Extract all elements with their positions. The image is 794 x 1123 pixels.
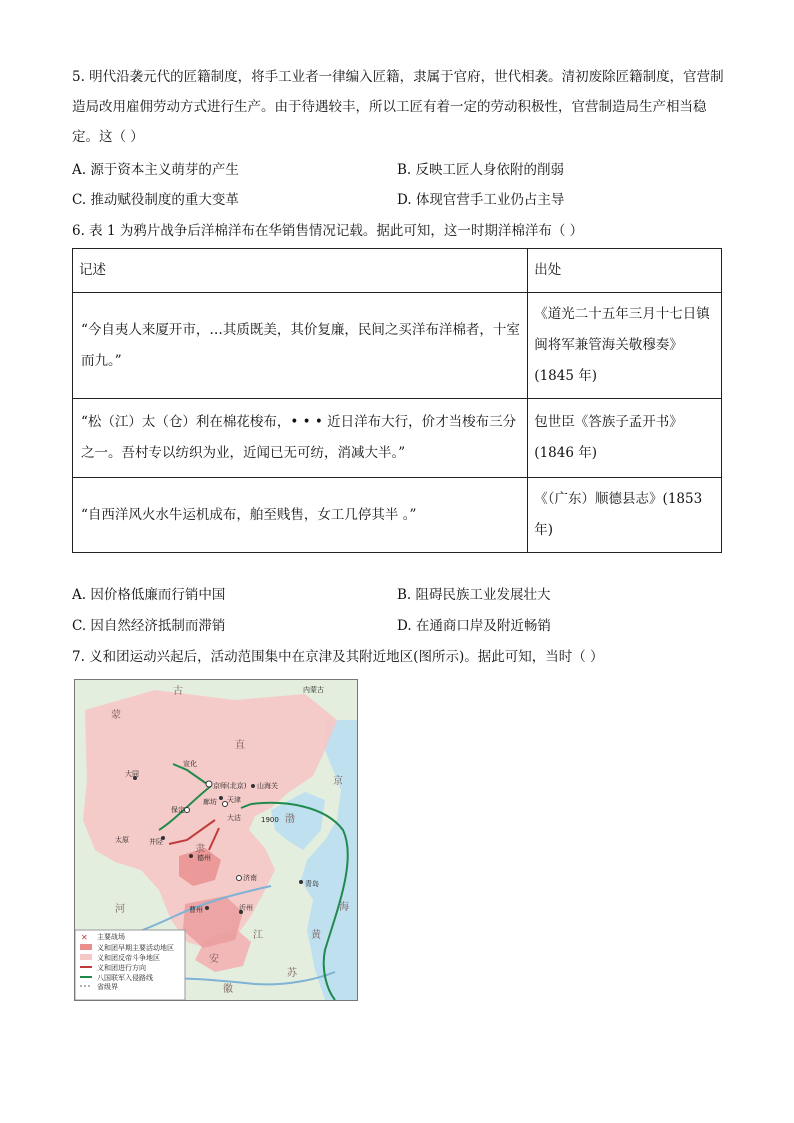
q6-option-a[interactable]: A. 因价格低廉而行销中国 — [72, 587, 226, 603]
map-region-label: 隶 — [195, 844, 205, 855]
map-city-label: 廊坊 — [203, 798, 217, 806]
map-region-label: 海 — [339, 902, 349, 913]
question-6-stem: 6. 表 1 为鸦片战争后洋棉洋布在华销售情况记载。据此可知，这一时期洋棉洋布（ ） — [72, 223, 584, 239]
table-row — [73, 478, 722, 553]
table-row — [73, 399, 722, 478]
table-cell-text: “今自夷人来厦开市，…其质既美，其价复廉，民间之买洋布洋棉者，十室而九。” — [73, 293, 528, 399]
question-7-stem: 7. 义和团运动兴起后，活动范围集中在京津及其附近地区(图所示)。据此可知，当时（ ） — [72, 649, 604, 665]
legend-item: 义和团进行方向 — [97, 964, 146, 972]
map-year-label: 1900 — [261, 816, 279, 824]
map-legend — [75, 930, 185, 1000]
table-header-cell: 出处 — [528, 249, 722, 293]
map-city-label: 天津 — [227, 796, 241, 804]
q5-option-c[interactable]: C. 推动赋役制度的重大变革 — [72, 192, 239, 208]
map-city-label: 京师(北京) — [213, 782, 247, 790]
source-table — [72, 248, 722, 553]
map-region-label: 徽 — [223, 984, 233, 995]
legend-item: 主要战场 — [97, 933, 125, 941]
q6-option-c[interactable]: C. 因自然经济抵制而滞销 — [72, 618, 226, 634]
map-city-label: 德州 — [197, 854, 211, 862]
q6-option-b[interactable]: B. 阻碍民族工业发展壮大 — [397, 587, 551, 603]
table-header-row — [73, 249, 722, 293]
legend-item: 八国联军入侵路线 — [97, 974, 153, 982]
map-city-label: 保定 — [171, 806, 185, 814]
map-city-label: 宣化 — [183, 760, 197, 768]
map-region-label: 渤 — [285, 814, 295, 825]
map-city-label: 济南 — [243, 874, 257, 882]
q5-option-d[interactable]: D. 体现官营手工业仍占主导 — [397, 192, 565, 208]
map-region-label: 京 — [333, 776, 343, 787]
legend-item: 义和团早期主要活动地区 — [97, 944, 174, 952]
map-region-label: 蒙 — [111, 710, 121, 721]
question-5-stem: 5. 明代沿袭元代的匠籍制度，将手工业者一律编入匠籍，隶属于官府，世代相袭。清初废除匠籍制度，官营制造局改用雇佣劳动方式进行生产。由于待遇较丰，所以工匠有着一定的劳动积极性，官营制造局生产相当稳定。这（ ） — [72, 69, 724, 145]
table-cell-source: 包世臣《答族子孟开书》(1846 年) — [528, 399, 722, 478]
q5-option-a[interactable]: A. 源于资本主义萌芽的产生 — [72, 162, 239, 178]
table-cell-source: 《道光二十五年三月十七日镇闽将军兼管海关敬穆奏》(1845 年) — [528, 293, 722, 399]
legend-item: 义和团反帝斗争地区 — [97, 954, 160, 962]
map-city-label: 沂州 — [239, 904, 253, 912]
map-city-label: 井陉 — [149, 838, 163, 846]
map-city-label: 青岛 — [305, 880, 319, 888]
map-region-label: 安 — [209, 954, 219, 965]
map-region-label: 古 — [173, 686, 183, 697]
map-city-label: 太原 — [115, 836, 129, 844]
table-header-cell: 记述 — [73, 249, 528, 293]
table-cell-text: “松（江）太（仓）利在棉花梭布，• • • 近日洋布大行，价才当梭布三分之一。吾村专以纺织为业，近闻已无可纺，消减大半。” — [73, 399, 528, 478]
table-cell-text: “自西洋风火水牛运机成布，舶至贱售，女工几停其半 。” — [73, 478, 528, 553]
map-city-label: 大同 — [125, 770, 139, 778]
boxer-movement-map — [74, 679, 358, 1001]
map-region-label: 直 — [235, 740, 245, 751]
map-city-label: 曹州 — [189, 906, 203, 914]
map-city-label: 大沽 — [227, 814, 241, 822]
map-region-label: 河 — [115, 904, 125, 915]
map-region-label: 苏 — [287, 968, 297, 979]
legend-item: 省级界 — [97, 983, 118, 991]
table-cell-source: 《（广东）顺德县志》(1853 年) — [528, 478, 722, 553]
map-region-label: 内蒙古 — [303, 686, 324, 694]
map-region-label: 江 — [253, 930, 263, 941]
q6-option-d[interactable]: D. 在通商口岸及附近畅销 — [397, 618, 551, 634]
table-row — [73, 293, 722, 399]
svg-text:✕: ✕ — [81, 933, 88, 942]
map-region-label: 黄 — [311, 930, 321, 941]
q5-option-b[interactable]: B. 反映工匠人身依附的削弱 — [397, 162, 565, 178]
map-region-label: 山海关 — [257, 782, 278, 790]
